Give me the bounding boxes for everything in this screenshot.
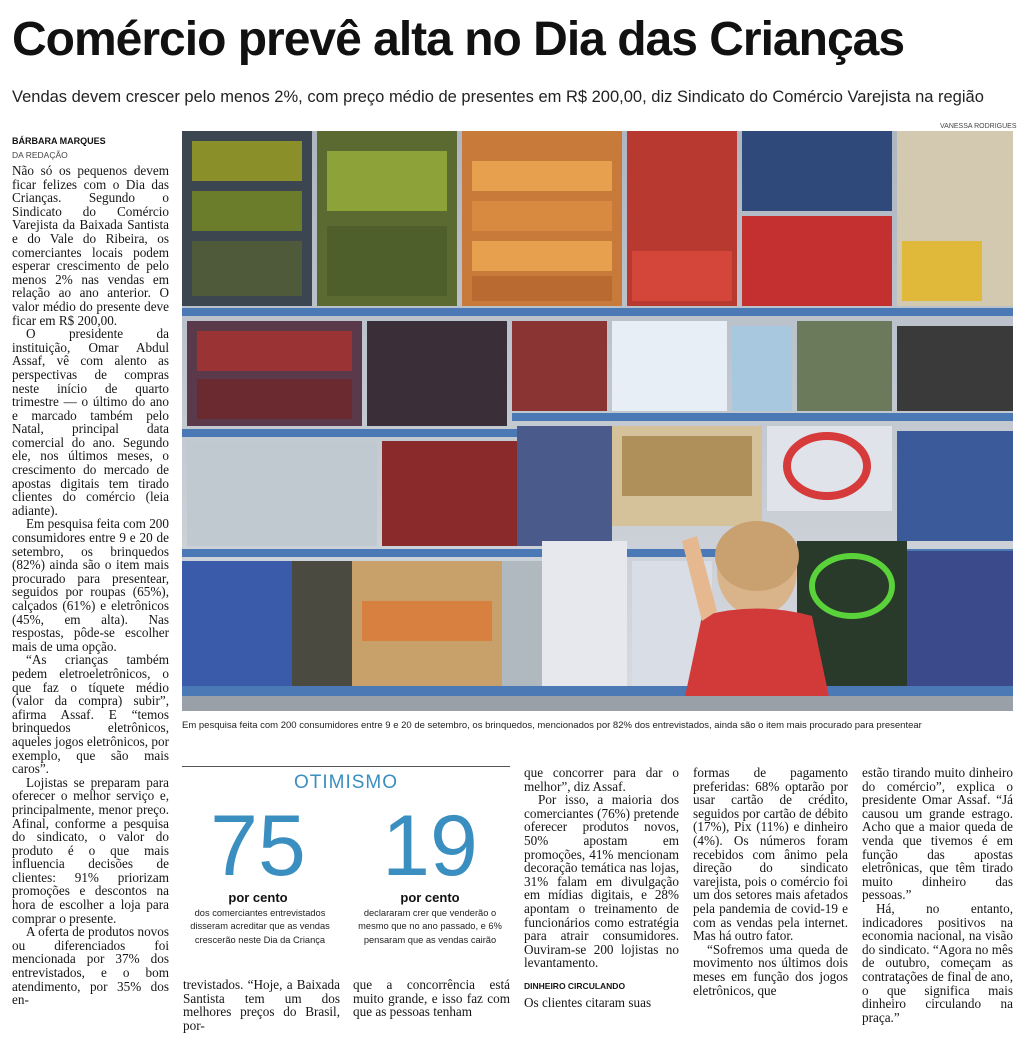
byline: BÁRBARA MARQUES	[12, 136, 106, 146]
photo-credit: VANESSA RODRIGUES	[940, 123, 1017, 130]
article-column-6	[862, 766, 1013, 1034]
photo-caption: Em pesquisa feita com 200 consumidores entre 9 e 20 de setembro, os brinquedos, mencionados por 82% dos entrevistados, ainda são o item mais procurado para presentear	[182, 720, 922, 731]
stat-19-number: 19	[382, 798, 478, 894]
paragraph: “As crianças também pedem eletroeletrônicos, o que faz o tíquete médio (valor da compra) subir”, afirma Assaf. E “temos brinquedos eletrônicos, aqueles jogos eletrônicos, por exemplo, que são mais caros”.	[12, 652, 169, 777]
section-subhead: DINHEIRO CIRCULANDO	[524, 980, 626, 991]
paragraph: que a concorrência está muito grande, e isso faz com que as pessoas tenham	[353, 978, 510, 1020]
paragraph: formas de pagamento preferidas: 68% optarão por usar cartão de crédito, seguidos por cartão de débito (17%), Pix (11%) e dinheiro (4%). Os números foram recebidos com ânimo pela direção do sindicato varejista, pois o comércio foi um dos setores mais afetados pela pandemia de covid-19 e com as vendas pela internet. Mas há outro fator.	[693, 766, 848, 944]
toy-store-photo	[182, 131, 1013, 711]
paragraph: Os clientes citaram suas	[524, 994, 652, 1010]
article-column-5	[693, 766, 848, 1034]
toy-shelves-illustration	[182, 131, 1013, 711]
stat-75-unit: por cento	[228, 890, 288, 905]
stat-19-description: declararam crer que venderão o mesmo que no ano passado, e 6% pensaram que as vendas cairão	[358, 908, 502, 945]
article-column-4	[524, 766, 679, 1034]
paragraph: A oferta de produtos novos ou diferenciados foi mencionada por 37% dos entrevistados, e o bom atendimento, por 35% dos en-	[12, 924, 169, 1008]
desk-label: DA REDAÇÃO	[12, 150, 68, 160]
paragraph: estão tirando muito dinheiro do comércio”, explica o presidente Omar Assaf. “Já causou um grande estrago. Acho que a maior queda de venda que tivemos é em função das apostas eletrônicas, que têm tirado muito dinheiro das pessoas.”	[862, 766, 1013, 903]
article-column-2-bottom	[183, 978, 340, 1034]
paragraph: Não só os pequenos devem ficar felizes com o Dia das Crianças. Segundo o Sindicato do Comércio Varejista da Baixada Santista e do Vale do Ribeira, os comerciantes locais podem esperar crescimento de pelo menos 2% nas vendas em relação ao ano anterior. O valor médio do presente deve ficar em R$ 200,00.	[12, 164, 169, 328]
article-column-1	[12, 164, 169, 1034]
paragraph: Por isso, a maioria dos comerciantes (76%) pretende oferecer produtos novos, 50% apostam em promoções, 41% mencionam decoração temática nas lojas, 31% falam em divulgação em mídias digitais, e 28% apontam o treinamento de funcionários como estratégia para atrair consumidores. Ouviram-se 200 lojistas no levantamento.	[524, 792, 679, 971]
stat-75-number: 75	[210, 798, 306, 894]
stat-19-unit: por cento	[400, 890, 460, 905]
otimismo-box-title: OTIMISMO	[293, 772, 399, 793]
paragraph: Há, no entanto, indicadores positivos na economia nacional, na visão do sindicato. “Agora no mês de outubro, começam as contratações de final de ano, o que significa mais dinheiro circulando na praça.”	[862, 900, 1013, 1025]
paragraph: trevistados. “Hoje, a Baixada Santista tem um dos melhores preços do Brasil, por-	[183, 978, 340, 1033]
stat-75-description: dos comerciantes entrevistados disseram acreditar que as vendas crescerão neste Dia da Criança	[190, 908, 330, 945]
paragraph: Lojistas se preparam para oferecer o melhor serviço e, principalmente, menor preço. Afinal, conforme a pesquisa do sindicato, o valor do produto é o que mais influencia decisões de clientes: 91% priorizam promoções e descontos na hora de escolher a loja para comprar o presente.	[12, 774, 169, 926]
subheadline: Vendas devem crescer pelo menos 2%, com preço médio de presentes em R$ 200,00, diz Sindicato do Comércio Varejista na região	[12, 88, 984, 106]
headline: Comércio prevê alta no Dia das Crianças	[12, 13, 905, 66]
paragraph: Em pesquisa feita com 200 consumidores entre 9 e 20 de setembro, os brinquedos (82%) ainda são o item mais procurado para presentear, seguidos por roupas (65%), calçados (61%) e eletrônicos (45%, em alta). Nas respostas, pôde-se escolher mais de uma opção.	[12, 516, 169, 654]
paragraph: que concorrer para dar o melhor”, diz Assaf.	[524, 766, 679, 794]
paragraph: O presidente da instituição, Omar Abdul Assaf, vê com alento as perspectivas de compras neste início de quarto trimestre — o último do ano e marcado também pelo Natal, principal data comercial do ano. Segundo ele, nos últimos meses, o crescimento do mercado de apostas digitais tem tirado clientes do comércio (leia adiante).	[12, 326, 169, 518]
article-column-3-bottom	[353, 978, 510, 1034]
paragraph: “Sofremos uma queda de movimento nos últimos dois meses em função dos jogos eletrônicos, que	[693, 941, 848, 998]
box-top-rule	[182, 766, 510, 767]
